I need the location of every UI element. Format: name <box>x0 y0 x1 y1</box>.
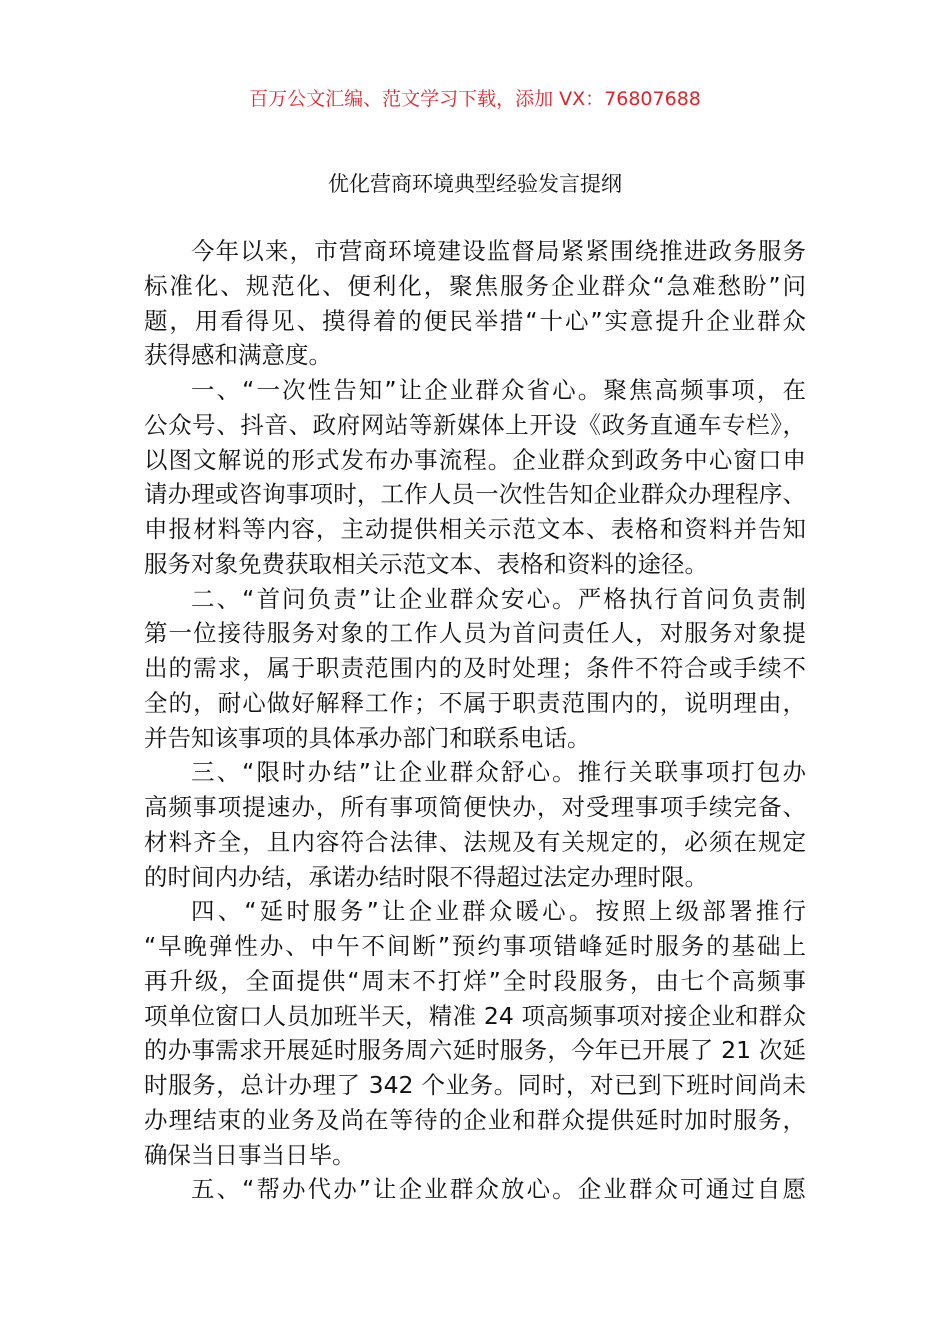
paragraph-line: 高频事项提速办，所有事项简便快办，对受理事项手续完备、 <box>144 793 806 821</box>
watermark-header: 百万公文汇编、范文学习下载，添加 VX：76807688 <box>249 88 701 110</box>
paragraph-line: 二、“首问负责”让企业群众安心。严格执行首问负责制 <box>191 584 806 613</box>
paragraph <box>144 234 806 373</box>
paragraph-line: “早晚弹性办、中午不间断”预约事项错峰延时服务的基础上 <box>144 932 806 960</box>
document-body <box>144 234 806 1207</box>
paragraph-line: 确保当日事当日毕。 <box>144 1140 356 1169</box>
paragraph-line: 五、“帮办代办”让企业群众放心。企业群众可通过自愿 <box>191 1175 806 1204</box>
paragraph-line: 标准化、规范化、便利化，聚焦服务企业群众“急难愁盼”问 <box>144 271 806 300</box>
paragraph-line: 申报材料等内容，主动提供相关示范文本、表格和资料并告知 <box>144 515 806 543</box>
paragraph-line: 三、“限时办结”让企业群众舒心。推行关联事项打包办 <box>191 758 806 787</box>
paragraph-line: 项单位窗口人员加班半天，精准 24 项高频事项对接企业和群众 <box>144 1001 806 1030</box>
paragraph-line: 的办事需求开展延时服务周六延时服务，今年已开展了 21 次延 <box>144 1036 806 1065</box>
paragraph-line: 的时间内办结，承诺办结时限不得超过法定办理时限。 <box>144 862 708 891</box>
paragraph-line: 时服务，总计办理了 342 个业务。同时，对已到下班时间尚未 <box>144 1071 806 1099</box>
document-title: 优化营商环境典型经验发言提纲 <box>328 172 622 196</box>
paragraph-line: 出的需求，属于职责范围内的及时处理；条件不符合或手续不 <box>144 654 806 682</box>
paragraph-line: 第一位接待服务对象的工作人员为首问责任人，对服务对象提 <box>144 619 806 648</box>
paragraph-line: 公众号、抖音、政府网站等新媒体上开设《政务直通车专栏》， <box>144 410 806 439</box>
paragraph-line: 今年以来，市营商环境建设监督局紧紧围绕推进政务服务 <box>191 237 806 265</box>
paragraph-line: 一、“一次性告知”让企业群众省心。聚焦高频事项，在 <box>191 376 806 404</box>
paragraph-line: 题，用看得见、摸得着的便民举措“十心”实意提升企业群众 <box>144 306 806 335</box>
paragraph-line: 四、“延时服务”让企业群众暖心。按照上级部署推行 <box>191 897 806 926</box>
paragraph <box>144 894 806 1172</box>
paragraph-line: 获得感和满意度。 <box>144 341 332 370</box>
paragraph-line: 全的，耐心做好解释工作；不属于职责范围内的，说明理由， <box>144 688 806 717</box>
paragraph-line: 并告知该事项的具体承办部门和联系电话。 <box>144 723 591 752</box>
paragraph <box>144 755 806 894</box>
paragraph-line: 请办理或咨询事项时，工作人员一次性告知企业群众办理程序、 <box>144 480 806 509</box>
paragraph-line: 以图文解说的形式发布办事流程。企业群众到政务中心窗口申 <box>144 445 806 474</box>
paragraph-line: 材料齐全，且内容符合法律、法规及有关规定的，必须在规定 <box>144 827 806 856</box>
paragraph-line: 办理结束的业务及尚在等待的企业和群众提供延时加时服务， <box>144 1105 806 1134</box>
paragraph <box>144 1172 806 1207</box>
paragraph-line: 服务对象免费获取相关示范文本、表格和资料的途径。 <box>144 549 708 578</box>
paragraph-line: 再升级，全面提供“周末不打烊”全时段服务，由七个高频事 <box>144 966 806 995</box>
paragraph <box>144 373 806 582</box>
paragraph <box>144 582 806 756</box>
